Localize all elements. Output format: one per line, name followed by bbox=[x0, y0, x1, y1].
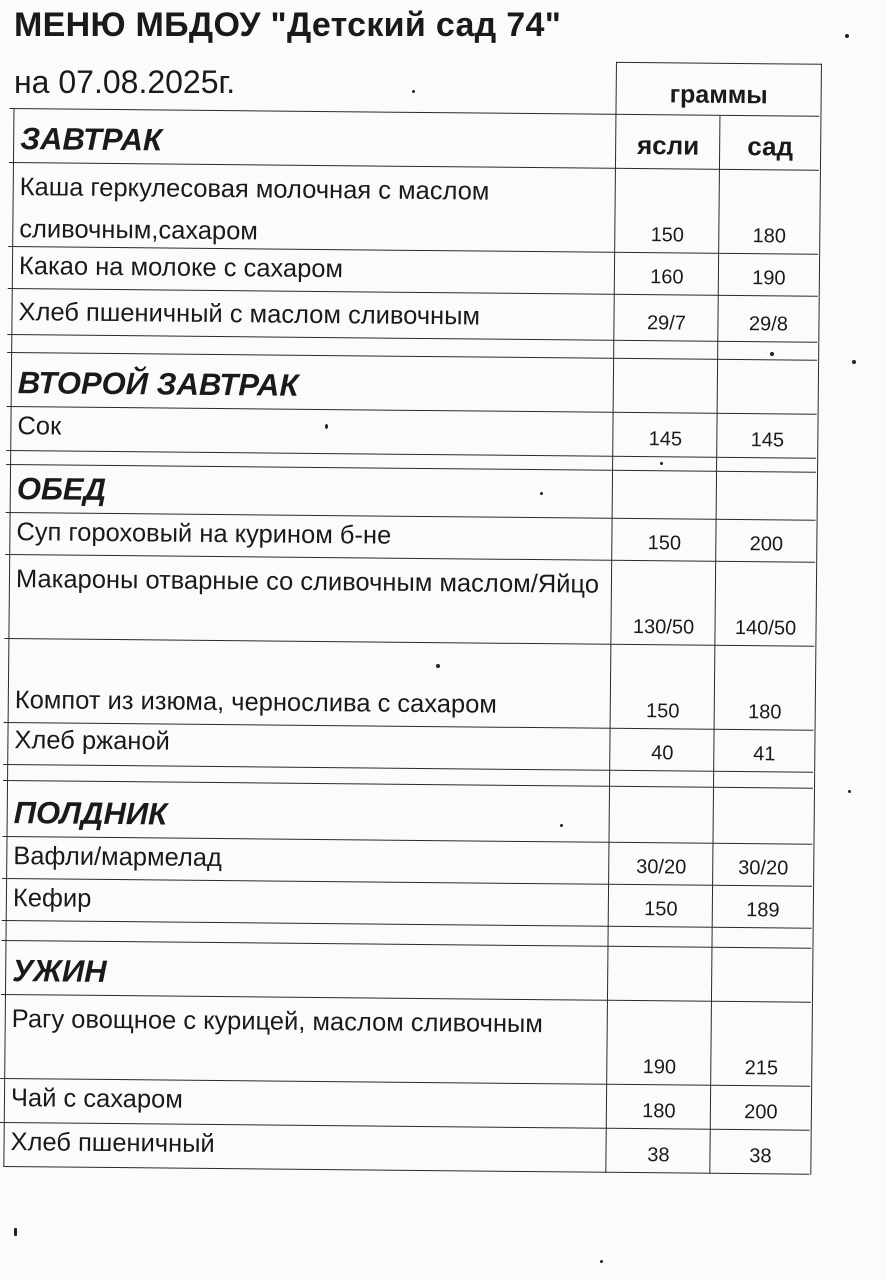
grams-nursery: 29/7 bbox=[646, 312, 687, 335]
column-header-garden: сад bbox=[747, 131, 794, 162]
grams-nursery: 180 bbox=[642, 1100, 676, 1123]
grams-nursery: 190 bbox=[642, 1056, 677, 1079]
grams-garden: 140/50 bbox=[734, 616, 797, 640]
table-row bbox=[0, 994, 811, 1087]
section-row-dinner bbox=[1, 940, 811, 1003]
dish-name: Чай с сахаром bbox=[10, 1084, 183, 1114]
grams-nursery: 30/20 bbox=[636, 856, 687, 879]
table-row bbox=[4, 638, 815, 731]
grams-garden: 200 bbox=[744, 1101, 778, 1124]
grams-garden: 200 bbox=[749, 533, 784, 556]
dish-name: Суп гороховый на курином б-не bbox=[16, 518, 392, 550]
dish-name: Кефир bbox=[12, 884, 92, 913]
section-title-lunch: ОБЕД bbox=[16, 471, 107, 507]
grams-nursery: 40 bbox=[651, 742, 674, 765]
grams-garden: 190 bbox=[752, 267, 786, 290]
section-row-snack bbox=[3, 780, 814, 845]
grams-garden: 38 bbox=[749, 1145, 772, 1168]
grams-garden: 215 bbox=[744, 1057, 779, 1080]
grams-nursery: 145 bbox=[648, 428, 683, 451]
grams-nursery: 150 bbox=[645, 700, 680, 723]
section-title-dinner: УЖИН bbox=[12, 953, 107, 989]
grams-nursery: 150 bbox=[644, 898, 678, 921]
grams-label: граммы bbox=[669, 80, 768, 110]
menu-date: на 07.08.2025г. bbox=[14, 64, 236, 100]
grams-nursery: 38 bbox=[647, 1144, 670, 1167]
grams-garden: 180 bbox=[747, 701, 782, 724]
grams-nursery: 130/50 bbox=[632, 616, 695, 639]
page-title: МЕНЮ МБДОУ "Детский сад 74" bbox=[14, 6, 562, 44]
dish-name: Хлеб ржаной bbox=[14, 726, 170, 756]
dish-name: Рагу овощное с курицей, маслом сливочным bbox=[11, 1005, 543, 1039]
grams-garden: 189 bbox=[746, 899, 780, 922]
table-row bbox=[4, 554, 815, 647]
dish-name: Каша геркулесовая молочная с маслом сливочным,сахаром bbox=[19, 173, 490, 246]
dish-name: Какао на молоке с сахаром bbox=[18, 252, 344, 284]
column-header-nursery: ясли bbox=[636, 130, 700, 161]
dish-name: Сок bbox=[17, 412, 62, 441]
table-row bbox=[8, 162, 819, 255]
grams-nursery: 150 bbox=[647, 532, 682, 555]
dish-name: Вафли/мармелад bbox=[13, 842, 222, 873]
menu-table bbox=[0, 56, 820, 1184]
grams-garden: 145 bbox=[750, 429, 785, 452]
section-title-snack: ПОЛДНИК bbox=[13, 795, 168, 832]
dish-name: Компот из изюма, чернослива с сахаром bbox=[14, 686, 497, 719]
grams-garden: 30/20 bbox=[738, 857, 789, 880]
dish-name: Макароны отварные со сливочным маслом/Яйцо bbox=[15, 565, 600, 599]
dish-name: Хлеб пшеничный bbox=[10, 1128, 215, 1159]
grams-garden: 41 bbox=[753, 743, 776, 766]
grams-header bbox=[615, 62, 821, 117]
grams-garden: 180 bbox=[752, 225, 787, 248]
section-row-breakfast bbox=[9, 108, 819, 171]
section-title-breakfast: ЗАВТРАК bbox=[20, 121, 163, 158]
section-title-second-breakfast: ВТОРОЙ ЗАВТРАК bbox=[17, 365, 299, 403]
grams-nursery: 150 bbox=[650, 224, 685, 247]
dish-name: Хлеб пшеничный с маслом сливочным bbox=[18, 298, 481, 331]
grams-nursery: 160 bbox=[650, 266, 684, 289]
grams-garden: 29/8 bbox=[748, 313, 789, 336]
